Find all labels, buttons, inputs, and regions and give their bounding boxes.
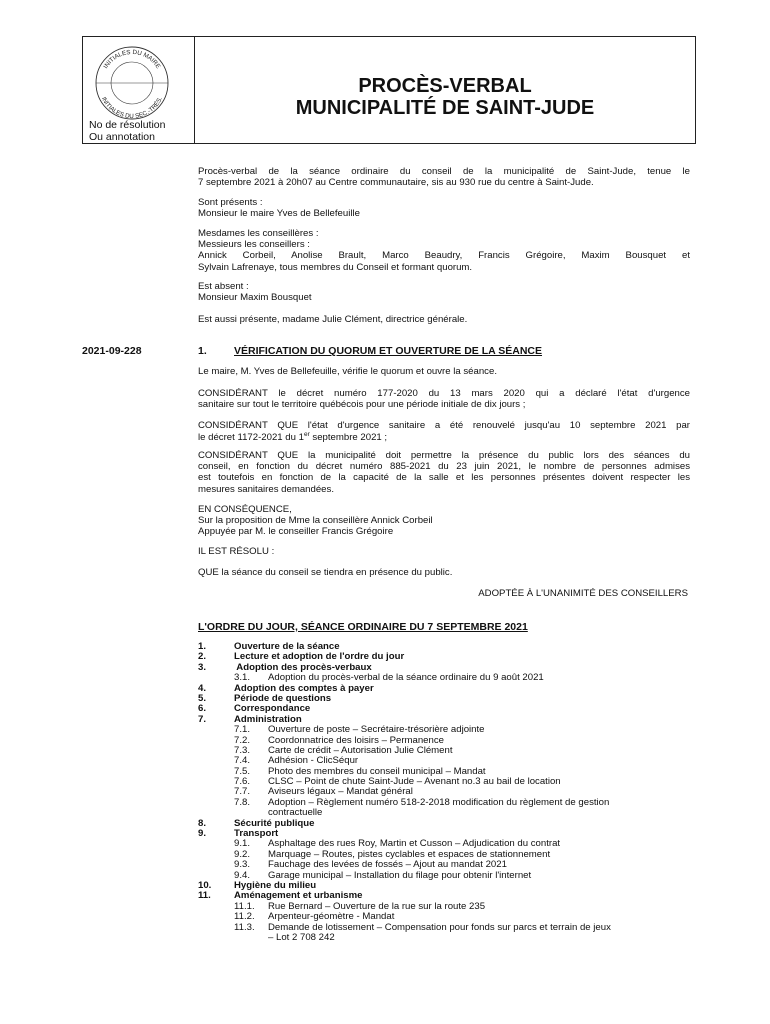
resolution-p4-line2: conseil, en fonction du décret numéro 885-2021 du 23 juin 2021, le nombre de personnes admises [198, 461, 690, 473]
agenda-subitem-label: Photo des membres du conseil municipal – Mandat [268, 765, 486, 777]
resolution-p6: IL EST RÉSOLU : [198, 546, 275, 557]
agenda-item-label: Adoption des comptes à payer [234, 682, 374, 694]
agenda-subitem-number: 9.1. [234, 838, 251, 850]
resolution-p4 [198, 450, 690, 495]
agenda-subitem-number: 7.2. [234, 734, 251, 746]
stamp-top-text: INITIALES DU MAIRE [102, 48, 162, 70]
agenda-subitem-label: Aviseurs légaux – Mandat général [268, 786, 413, 798]
resolution-p3 [198, 420, 690, 444]
resolution-p4-line1: CONSIDÉRANT QUE la municipalité doit permettre la présence du public lors des séances du [198, 450, 690, 461]
agenda-subitem-label: Adhésion - ClicSéqur [268, 755, 359, 767]
agenda-subitem-label: Arpenteur-géomètre - Mandat [268, 911, 395, 923]
intro-line1: Procès-verbal de la séance ordinaire du conseil de la municipalité de Saint-Jude, tenue le [198, 166, 690, 177]
agenda-subitem-number: 7.4. [234, 755, 251, 767]
agenda-item-label: Hygiène du milieu [234, 879, 317, 891]
agenda-subitem [198, 673, 690, 683]
agenda-subitem-number: 9.3. [234, 859, 251, 871]
resolution-label-line2: Ou annotation [89, 131, 155, 143]
title-line1: PROCÈS-VERBAL [358, 75, 532, 97]
agenda-subitem-label: Adoption du procès-verbal de la séance ordinaire du 9 août 2021 [268, 672, 544, 684]
agenda-item-number: 2. [198, 651, 207, 663]
present-paragraph [198, 197, 690, 219]
agenda-subitem-label: Demande de lotissement – Compensation pour fonds sur parcs et terrain de jeux [268, 921, 611, 933]
agenda-subitem-label: Ouverture de poste – Secrétaire-trésorière adjointe [268, 724, 485, 736]
agenda-subitem-number: 11.1. [234, 900, 255, 912]
agenda-item-number: 7. [198, 713, 207, 725]
resolution-p2-line1: CONSIDÉRANT le décret numéro 177-2020 du 13 mars 2020 qui a déclaré l'état d'urgence [198, 388, 690, 399]
agenda-item-label: Transport [234, 828, 279, 840]
absent-line2: Monsieur Maxim Bousquet [198, 292, 312, 304]
svg-text:INITIALES DU SEC.-TRÉS. [100, 96, 164, 120]
absent-line1: Est absent : [198, 281, 249, 292]
councillors-line3: Annick Corbeil, Anolise Brault, Marco Beaudry, Francis Grégoire, Maxim Bousquet et [198, 250, 690, 262]
resolution-p3-sup: er [303, 431, 310, 439]
resolution-p3-line2b: septembre 2021 ; [309, 432, 388, 444]
adopted-statement: ADOPTÉE À L'UNANIMITÉ DES CONSEILLERS [478, 588, 688, 599]
agenda-subitem-number: 7.8. [234, 796, 251, 808]
resolution-p4-line3: est toutefois en fonction de la capacité de la salle et les personnes présentes doivent respecter les [198, 472, 690, 484]
agenda-item-label: Aménagement et urbanisme [234, 890, 363, 902]
agenda-item-number: 11. [198, 890, 211, 902]
agenda-item-label: Adoption des procès-verbaux [234, 661, 372, 673]
agenda-subitem-label: Asphaltage des rues Roy, Martin et Cusson – Adjudication du contrat [268, 838, 561, 850]
absent-paragraph [198, 281, 690, 303]
annotation-column-header [83, 37, 195, 143]
resolution-p2 [198, 388, 690, 410]
agenda-subitem-number: 7.1. [234, 724, 251, 736]
councillors-line4: Sylvain Lafrenaye, tous membres du Conseil et formant quorum. [198, 261, 473, 273]
agenda-subitem-label: Marquage – Routes, pistes cyclables et espaces de stationnement [268, 848, 551, 860]
agenda-item-label: Lecture et adoption de l'ordre du jour [234, 651, 405, 663]
resolution-p3-line2a: le décret 1172-2021 du 1 [198, 432, 304, 444]
header-box [82, 36, 696, 144]
agenda-item-number: 9. [198, 828, 207, 840]
agenda-item-number: 6. [198, 703, 207, 715]
title-line2: MUNICIPALITÉ DE SAINT-JUDE [295, 97, 595, 119]
agenda-subitem [198, 912, 690, 922]
resolution-label-line1: No de résolution [89, 119, 166, 131]
agenda-subitem-continuation-text: – Lot 2 708 242 [268, 931, 335, 943]
agenda-subitem-number: 7.7. [234, 786, 251, 798]
councillors-line1: Mesdames les conseillères : [198, 228, 319, 239]
agenda-subitem-number: 9.2. [234, 848, 251, 860]
agenda-subitem [198, 725, 690, 735]
resolution-p5-line1: EN CONSÉQUENCE, [198, 504, 292, 515]
agenda-subitem-number: 9.4. [234, 869, 251, 881]
section-title: VÉRIFICATION DU QUORUM ET OUVERTURE DE LA SÉANCE [234, 345, 543, 357]
agenda-subitem-number: 7.5. [234, 765, 251, 777]
agenda-subitem-label: CLSC – Point de chute Saint-Jude – Avenant no.3 au bail de location [268, 776, 561, 788]
agenda-subitem-number: 3.1. [234, 672, 251, 684]
svg-text:INITIALES DU MAIRE [102, 49, 161, 70]
resolution-p3-line2 [198, 431, 690, 443]
councillors-line2: Messieurs les conseillers : [198, 239, 310, 251]
resolution-p1: Le maire, M. Yves de Bellefeuille, vérifie le quorum et ouvre la séance. [198, 366, 497, 377]
agenda-subitem-label: Rue Bernard – Ouverture de la rue sur la route 235 [268, 900, 486, 912]
agenda-subitem-number: 7.3. [234, 744, 251, 756]
agenda-list [198, 642, 690, 943]
agenda-item-number: 4. [198, 682, 207, 694]
agenda-subitem-label: Adoption – Règlement numéro 518-2-2018 modification du règlement de gestion [268, 796, 610, 808]
initials-stamp-icon [89, 39, 175, 123]
intro-paragraph [198, 166, 690, 188]
present-line1: Sont présents : [198, 197, 263, 208]
resolution-p5-line3: Appuyée par M. le conseiller Francis Grégoire [198, 526, 394, 538]
resolution-p5 [198, 504, 690, 538]
resolution-p4-line4: mesures sanitaires demandées. [198, 483, 334, 495]
stamp-bottom-text: INITIALES DU SEC.-TRÉS. [99, 96, 165, 121]
agenda-item-label: Sécurité publique [234, 817, 315, 829]
agenda-title: L'ORDRE DU JOUR, SÉANCE ORDINAIRE DU 7 SEPTEMBRE 2021 [198, 621, 528, 633]
agenda-item-label: Administration [234, 713, 302, 725]
agenda-subitem-continuation [198, 933, 690, 943]
intro-line2: 7 septembre 2021 à 20h07 au Centre communautaire, sis au 930 rue du centre à Saint-Jude. [198, 177, 594, 189]
resolution-label [89, 119, 165, 143]
agenda-item-label: Correspondance [234, 703, 311, 715]
agenda-subitem-continuation-text: contractuelle [268, 807, 323, 819]
agenda-subitem-number: 11.3. [234, 921, 255, 933]
resolution-p7: QUE la séance du conseil se tiendra en présence du public. [198, 567, 453, 578]
agenda-item-number: 5. [198, 692, 207, 704]
agenda-subitem-number: 11.2. [234, 911, 255, 923]
page-title [195, 75, 695, 119]
agenda-item-label: Période de questions [234, 692, 332, 704]
agenda-subitem-number: 7.6. [234, 776, 251, 788]
agenda-subitem-label: Carte de crédit – Autorisation Julie Clément [268, 744, 453, 756]
agenda-item-label: Ouverture de la séance [234, 641, 340, 652]
agenda-subitem-label: Coordonnatrice des loisirs – Permanence [268, 734, 444, 746]
agenda-subitem-label: Garage municipal – Installation du filage pour obtenir l'internet [268, 869, 532, 881]
resolution-p3-line1: CONSIDÉRANT QUE l'état d'urgence sanitaire a été renouvelé jusqu'au 10 septembre 2021 par [198, 420, 690, 431]
councillors-paragraph [198, 228, 690, 273]
agenda-item-number: 10. [198, 879, 212, 891]
resolution-p2-line2: sanitaire sur tout le territoire québécois pour une période initiale de dix jours ; [198, 399, 526, 411]
also-present: Est aussi présente, madame Julie Clément, directrice générale. [198, 314, 468, 325]
agenda-item-number: 1. [198, 641, 207, 652]
section-number: 1. [198, 345, 207, 357]
agenda-item-number: 3. [198, 661, 207, 673]
present-line2: Monsieur le maire Yves de Bellefeuille [198, 208, 360, 220]
agenda-item-number: 8. [198, 817, 207, 829]
agenda-subitem-label: Fauchage des levées de fossés – Ajout au mandat 2021 [268, 859, 507, 871]
resolution-number: 2021-09-228 [82, 345, 142, 357]
resolution-p5-line2: Sur la proposition de Mme la conseillère Annick Corbeil [198, 515, 433, 527]
